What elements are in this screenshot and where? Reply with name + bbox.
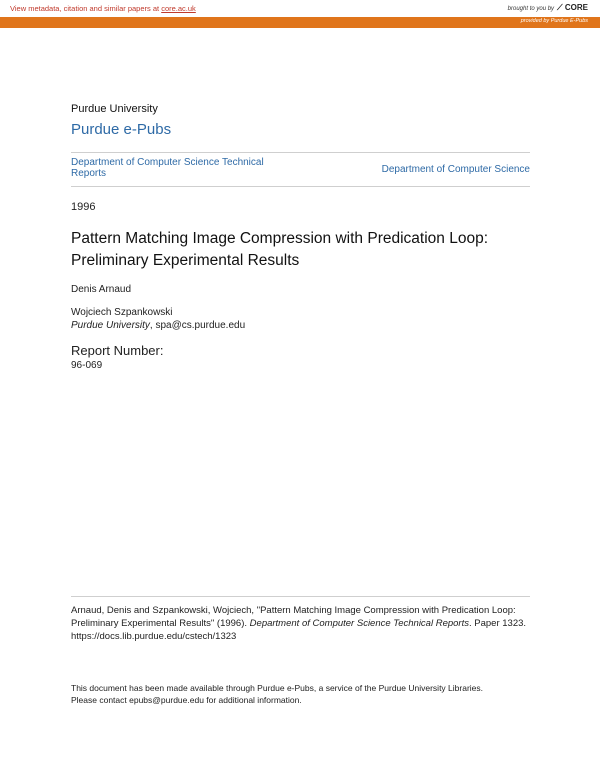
availability-notice bbox=[71, 683, 541, 706]
citation-paper-number: . Paper 1323. bbox=[468, 618, 527, 629]
provider-bar bbox=[0, 17, 600, 28]
department-link[interactable]: Department of Computer Science bbox=[381, 164, 530, 175]
core-logo-icon: ⟋ CORE bbox=[557, 3, 588, 12]
series-divider bbox=[71, 186, 530, 187]
report-number: 96-069 bbox=[71, 360, 103, 371]
institution-name: Purdue University bbox=[71, 103, 158, 115]
author-2-email[interactable]: spa@cs.purdue.edu bbox=[155, 320, 246, 331]
notice-line-1: This document has been made available through Purdue e-Pubs, a service of the Purdue University Libraries. bbox=[71, 683, 484, 693]
paper-title: Pattern Matching Image Compression with Predication Loop: Preliminary Experimental Results bbox=[71, 230, 488, 269]
notice-line-2: Please contact epubs@purdue.edu for additional information. bbox=[71, 694, 302, 705]
core-banner bbox=[0, 0, 600, 17]
core-metadata-text bbox=[10, 4, 196, 13]
core-brand[interactable] bbox=[508, 3, 588, 13]
publication-year: 1996 bbox=[71, 201, 96, 213]
citation-url[interactable]: https://docs.lib.purdue.edu/cstech/1323 bbox=[71, 631, 237, 642]
citation-block bbox=[71, 604, 533, 643]
affiliation-name: Purdue University bbox=[71, 320, 150, 331]
core-label: CORE bbox=[564, 3, 588, 12]
provided-by-text[interactable]: provided by Purdue E-Pubs bbox=[520, 18, 588, 24]
top-divider bbox=[71, 152, 530, 153]
series-link[interactable]: Department of Computer Science Technical Reports bbox=[71, 157, 264, 179]
report-number-label: Report Number: bbox=[71, 343, 164, 358]
brought-to-you-text: brought to you by bbox=[507, 6, 555, 12]
core-metadata-prefix: View metadata, citation and similar papers at bbox=[10, 4, 162, 13]
author-1: Denis Arnaud bbox=[71, 284, 132, 295]
author-2: Wojciech Szpankowski bbox=[71, 307, 173, 318]
citation-divider bbox=[71, 596, 530, 597]
repository-link[interactable]: Purdue e-Pubs bbox=[71, 121, 172, 138]
author-2-affiliation: Purdue University, spa@cs.purdue.edu bbox=[71, 320, 246, 331]
citation-series: Department of Computer Science Technical Reports bbox=[249, 618, 469, 629]
core-link[interactable]: core.ac.uk bbox=[161, 4, 196, 13]
citation-text: Arnaud, Denis and Szpankowski, Wojciech, "Pattern Matching Image Compression with Predication Loop: Preliminary Experimental Results" (1996). bbox=[71, 605, 516, 629]
